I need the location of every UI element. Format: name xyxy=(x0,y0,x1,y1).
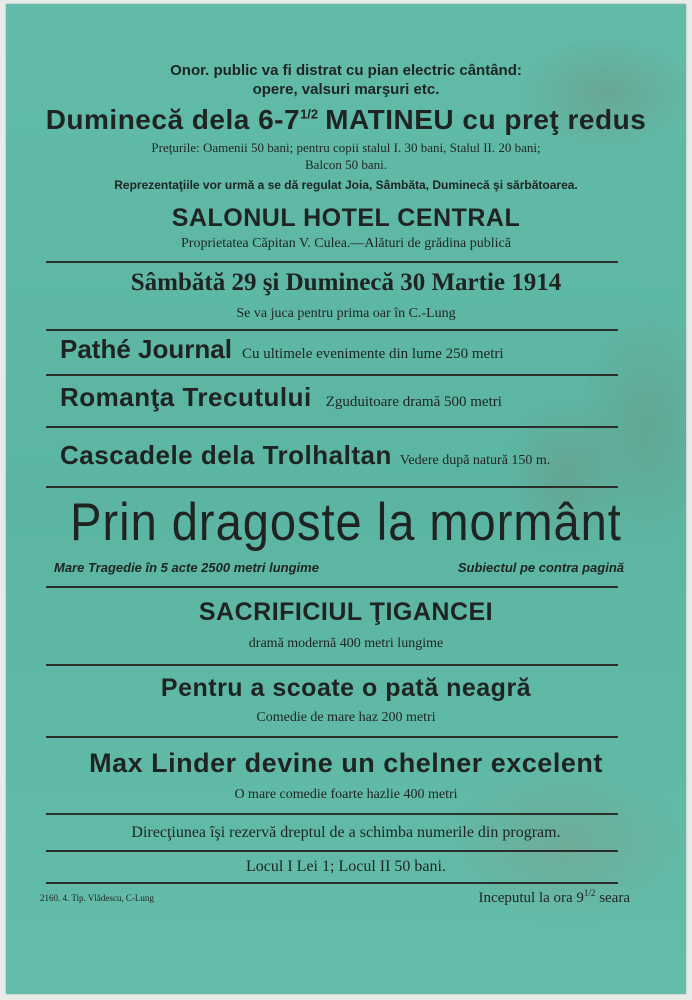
program-item-3 xyxy=(60,440,620,471)
start-time-text: Inceputul la ora 9 xyxy=(478,890,584,906)
seat-prices: Locul I Lei 1; Locul II 50 bani. xyxy=(246,858,446,875)
program-item-5-title: SACRIFICIUL ŢIGANCEI xyxy=(198,598,494,626)
start-time xyxy=(479,888,630,907)
printer-imprint: 2160. 4. Tip. Vlădescu, C-Lung xyxy=(40,893,154,903)
program-item-desc: Cu ultimele evenimente din lume 250 metri xyxy=(241,346,504,362)
premiere-note: Se va juca pentru prima oar în C.-Lung xyxy=(236,306,456,321)
matineu-line xyxy=(6,104,686,137)
divider xyxy=(46,736,618,738)
repeat-note: Reprezentaţiile vor urmă a se dă regulat Joia, Sâmbăta, Duminecă şi sărbătoarea. xyxy=(114,178,578,192)
divider xyxy=(46,882,618,884)
divider xyxy=(46,374,618,376)
divider xyxy=(46,261,618,263)
main-feature-title: Prin dragoste la mormânt xyxy=(70,491,622,552)
program-item-title: Pathé Journal xyxy=(60,334,232,364)
main-feature-desc: Mare Tragedie în 5 acte 2500 metri lungime xyxy=(54,560,319,575)
prices-line-2: Balcon 50 bani. xyxy=(305,157,387,172)
announcement-line-1: Onor. public va fi distrat cu pian electric cântând: xyxy=(170,62,522,79)
matineu-fraction: 1/2 xyxy=(300,106,319,122)
announcement-line-2: opere, valsuri marşuri etc. xyxy=(252,81,440,98)
venue-name: SALONUL HOTEL CENTRAL xyxy=(171,204,521,232)
divider xyxy=(46,426,618,428)
show-date: Sâmbătă 29 şi Duminecă 30 Martie 1914 xyxy=(130,269,562,296)
program-item-6-title: Pentru a scoate o pată neagră xyxy=(160,674,532,702)
program-item-7-desc: O mare comedie foarte hazlie 400 metri xyxy=(234,787,458,802)
prices-line-1: Preţurile: Oamenii 50 bani; pentru copii stalul I. 30 bani, Stalul II. 20 bani; xyxy=(151,140,541,155)
poster-sheet xyxy=(6,4,686,994)
program-item-6-desc: Comedie de mare haz 200 metri xyxy=(256,710,436,725)
start-time-fraction: 1/2 xyxy=(583,888,596,898)
divider xyxy=(46,813,618,815)
program-item-desc: Zguduitoare dramă 500 metri xyxy=(325,394,502,410)
program-item-desc: Vedere după natură 150 m. xyxy=(399,453,551,468)
program-item-1 xyxy=(60,334,620,365)
program-item-title: Cascadele dela Trolhaltan xyxy=(60,440,392,470)
matineu-left: Duminecă dela 6-7 xyxy=(45,104,301,135)
start-time-suffix: seara xyxy=(595,890,630,906)
divider xyxy=(46,586,618,588)
program-item-title: Romanţa Trecutului xyxy=(60,382,312,412)
divider xyxy=(46,850,618,852)
divider xyxy=(46,329,618,331)
program-item-2 xyxy=(60,382,620,413)
main-feature-info xyxy=(54,560,624,575)
footer-row xyxy=(40,888,630,906)
venue-owner: Proprietatea Căpitan V. Culea.—Alături de grădina publică xyxy=(181,236,511,251)
main-feature-subject-note: Subiectul pe contra pagină xyxy=(457,560,624,575)
program-item-5-desc: dramă modernă 400 metri lungime xyxy=(248,636,444,651)
program-item-7-title: Max Linder devine un chelner excelent xyxy=(89,748,603,778)
divider xyxy=(46,486,618,488)
rights-note: Direcţiunea îşi rezervă dreptul de a schimba numerile din program. xyxy=(131,824,561,841)
divider xyxy=(46,664,618,666)
matineu-right: MATINEU cu preţ redus xyxy=(325,104,647,135)
